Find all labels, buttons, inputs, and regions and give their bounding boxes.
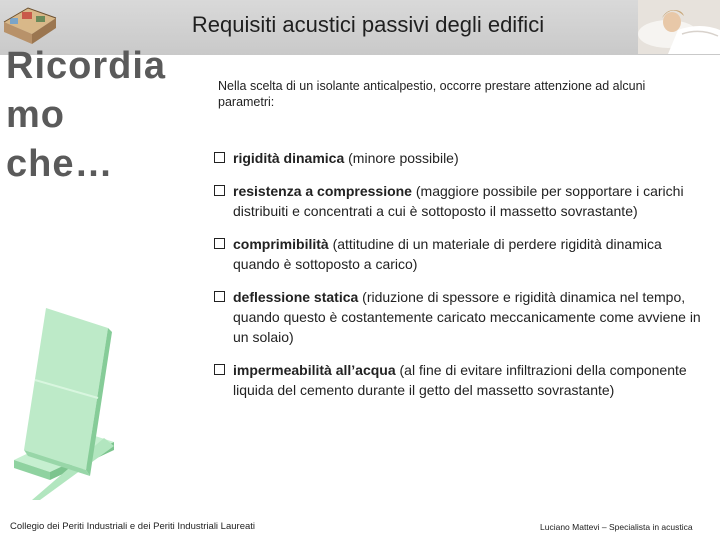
bullet-desc: (maggiore possibile per sopportare i carichi distribuiti e concentrati a cui è sottoposto il massetto sovrastante) [233, 183, 684, 219]
checkbox-bullet-icon [214, 152, 225, 163]
bullet-term: resistenza a compressione [233, 183, 412, 199]
side-title: Ricordia mo che… [6, 45, 167, 185]
bullet-term: impermeabilità all’acqua [233, 362, 396, 378]
bullet-desc: (minore possibile) [344, 150, 459, 166]
foam-insulation-panels [10, 300, 120, 500]
list-item [213, 360, 703, 400]
checkbox-bullet-icon [214, 364, 225, 375]
title-strong: Requisiti acustici [191, 12, 356, 37]
sleeping-person-photo [638, 0, 720, 54]
title-rest: passivi degli edifici [355, 12, 545, 37]
checkbox-bullet-icon [214, 291, 225, 302]
footer-author: Luciano Mattevi – Specialista in acustica [540, 522, 693, 532]
checkbox-bullet-icon [214, 238, 225, 249]
list-item [213, 287, 703, 347]
house-cutaway-illustration [0, 0, 60, 46]
bullet-term: deflessione statica [233, 289, 359, 305]
list-item [213, 234, 703, 274]
bullet-desc: (attitudine di un materiale di perdere rigidità dinamica quando è sottoposto a carico) [233, 236, 662, 272]
footer-organization: Collegio dei Periti Industriali e dei Periti Industriali Laureati [10, 521, 256, 532]
bullet-term: comprimibilità [233, 236, 329, 252]
intro-text: Nella scelta di un isolante anticalpestio, occorre prestare attenzione ad alcuni parametri: [218, 79, 646, 109]
bullet-term: rigidità dinamica [233, 150, 345, 166]
checkbox-bullet-icon [214, 185, 225, 196]
page-title [128, 12, 608, 38]
bullet-desc: (riduzione di spessore e rigidità dinamica nel tempo, quando questo è costantemente caricato meccanicamente come avviene in un solaio) [233, 289, 701, 345]
bullet-desc: (al fine di evitare infiltrazioni della componente liquida del cemento durante il getto del massetto sovrastante) [233, 362, 687, 398]
list-item [213, 148, 703, 168]
list-item [213, 181, 703, 221]
parameter-list [213, 148, 703, 413]
